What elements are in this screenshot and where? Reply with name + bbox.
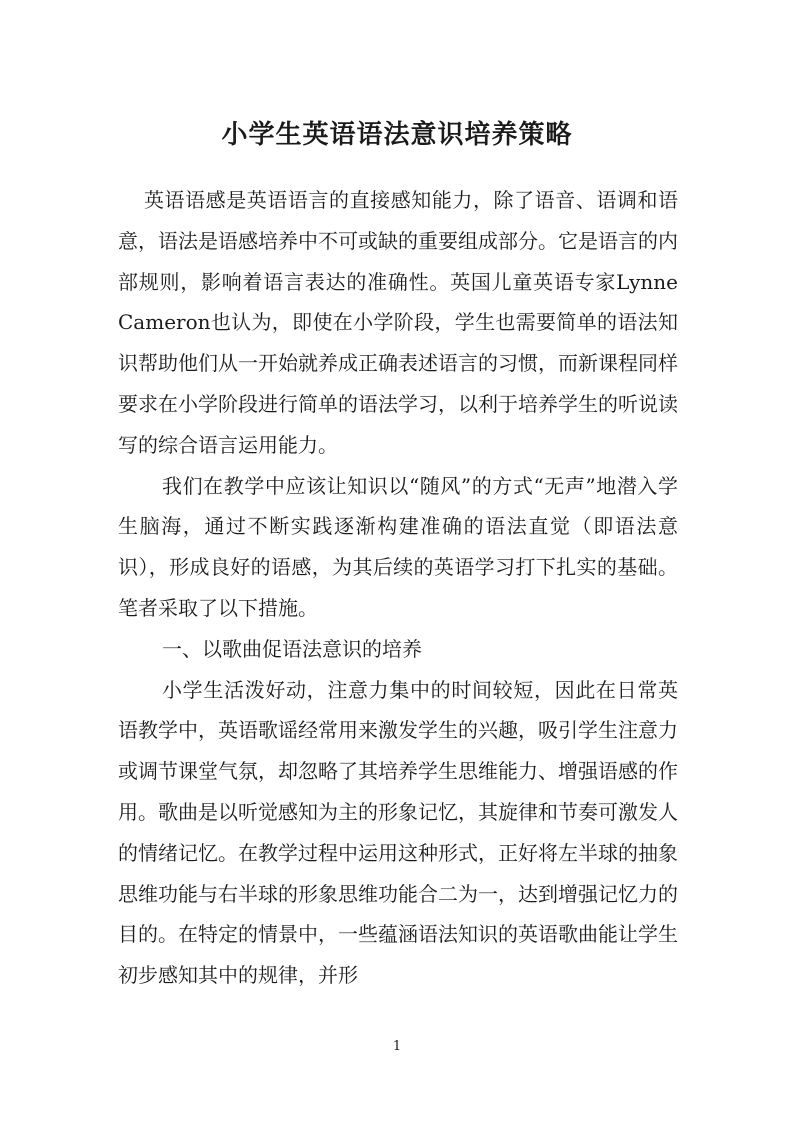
paragraph-teaching-approach: 我们在教学中应该让知识以“随风”的方式“无声”地潜入学生脑海，通过不断实践逐渐构建准确的语法直觉（即语法意识），形成良好的语感，为其后续的英语学习打下扎实的基础。笔者采取了以下措施。 <box>118 473 678 620</box>
section-heading-songs: 一、以歌曲促语法意识的培养 <box>162 636 422 661</box>
document-body <box>118 180 678 996</box>
document-title: 小学生英语语法意识培养策略 <box>221 120 573 151</box>
paragraph-songs: 小学生活泼好动，注意力集中的时间较短，因此在日常英语教学中，英语歌谣经常用来激发学生的兴趣，吸引学生注意力或调节课堂气氛，却忽略了其培养学生思维能力、增强语感的作用。歌曲是以听觉感知为主的形象记忆，其旋律和节奏可激发人的情绪记忆。在教学过程中运用这种形式，正好将左半球的抽象思维功能与右半球的形象思维功能合二为一，达到增强记忆力的目的。在特定的情景中，一些蕴涵语法知识的英语歌曲能让学生初步感知其中的规律，并形 <box>118 677 678 988</box>
paragraph-intro: 英语语感是英语语言的直接感知能力，除了语音、语调和语意，语法是语感培养中不可或缺的重要组成部分。它是语言的内部规则，影响着语言表达的准确性。英国儿童英语专家Lynne Cameron也认为，即使在小学阶段，学生也需要简单的语法知识帮助他们从一开始就养成正确表述语言的习惯，而新课程同样要求在小学阶段进行简单的语法学习，以利于培养学生的听说读写的综合语言运用能力。 <box>118 188 678 457</box>
page-number: 1 <box>392 1039 402 1054</box>
